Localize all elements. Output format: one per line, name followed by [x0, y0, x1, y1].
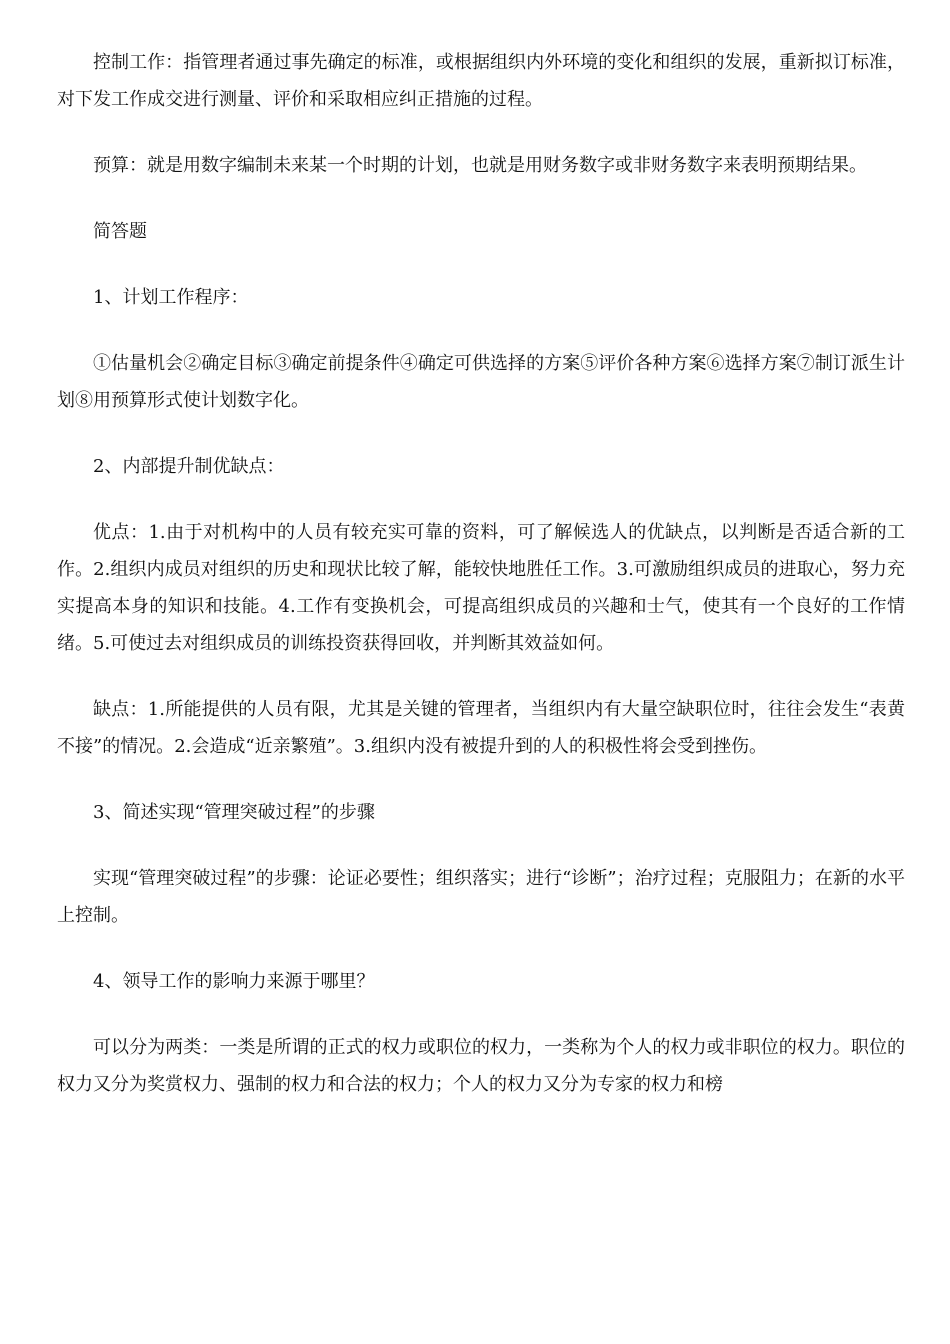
paragraph-budget-definition: 预算：就是用数字编制未来某一个时期的计划，也就是用财务数字或非财务数字来表明预期结果。 [93, 155, 867, 176]
answer-paragraph-2-disadvantages: 缺点：1.所能提供的人员有限，尤其是关键的管理者，当组织内有大量空缺职位时，往往会发生“表黄不接”的情况。2.会造成“近亲繁殖”。3.组织内没有被提升到的人的积极性将会受到挫伤。 [57, 699, 905, 757]
answer-paragraph-2-advantages: 优点：1.由于对机构中的人员有较充实可靠的资料，可了解候选人的优缺点，以判断是否适合新的工作。2.组织内成员对组织的历史和现状比较了解，能较快地胜任工作。3.可激励组织成员的进取心，努力充实提高本身的知识和技能。4.工作有变换机会，可提高组织成员的兴趣和士气，使其有一个良好的工作情绪。5.可使过去对组织成员的训练投资获得回收，并判断其效益如何。 [57, 522, 905, 654]
document-body [57, 44, 905, 1132]
section-heading-short-answer: 简答题 [93, 221, 147, 242]
answer-paragraph-1: ①估量机会②确定目标③确定前提条件④确定可供选择的方案⑤评价各种方案⑥选择方案⑦制订派生计划⑧用预算形式使计划数字化。 [57, 353, 905, 411]
question-heading-4: 4、领导工作的影响力来源于哪里？ [93, 971, 375, 992]
paragraph-control-work-definition: 控制工作：指管理者通过事先确定的标准，或根据组织内外环境的变化和组织的发展，重新拟订标准，对下发工作成交进行测量、评价和采取相应纠正措施的过程。 [57, 52, 905, 110]
answer-paragraph-3: 实现“管理突破过程”的步骤：论证必要性；组织落实；进行“诊断”；治疗过程；克服阻力；在新的水平上控制。 [57, 868, 905, 926]
question-heading-1: 1、计划工作程序： [93, 287, 249, 308]
question-heading-2: 2、内部提升制优缺点： [93, 456, 285, 477]
answer-paragraph-4: 可以分为两类：一类是所谓的正式的权力或职位的权力，一类称为个人的权力或非职位的权力。职位的权力又分为奖赏权力、强制的权力和合法的权力；个人的权力又分为专家的权力和榜 [57, 1037, 905, 1095]
question-heading-3: 3、简述实现“管理突破过程”的步骤 [93, 802, 375, 823]
